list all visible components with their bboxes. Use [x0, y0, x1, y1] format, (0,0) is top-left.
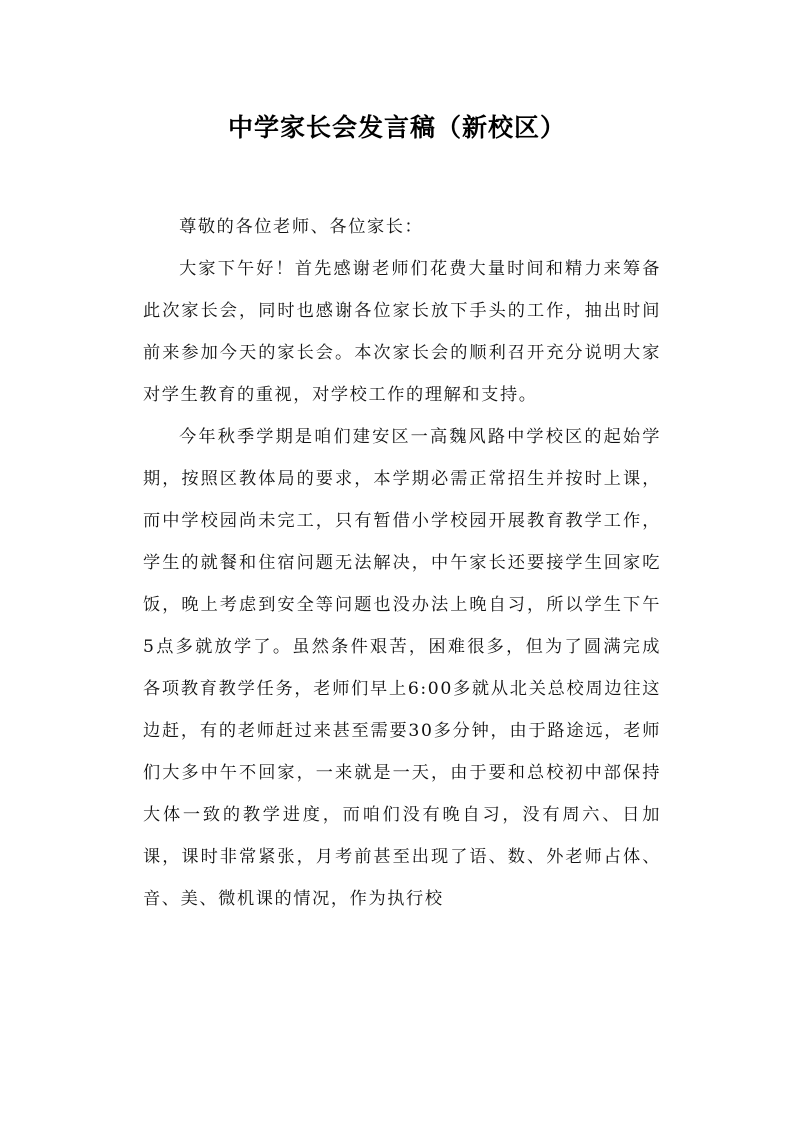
salutation: 尊敬的各位老师、各位家长： — [179, 217, 424, 237]
document-title: 中学家长会发言稿（新校区） — [227, 113, 566, 142]
paragraph-1: 大家下午好！首先感谢老师们花费大量时间和精力来筹备此次家长会，同时也感谢各位家长放下手头的工作，抽出时间前来参加今天的家长会。本次家长会的顺利召开充分说明大家对学生教育的重视，对学校工作的理解和支持。 — [143, 259, 661, 405]
document-body — [143, 206, 661, 920]
paragraph-2: 今年秋季学期是咱们建安区一高魏风路中学校区的起始学期，按照区教体局的要求，本学期必需正常招生并按时上课，而中学校园尚未完工，只有暂借小学校园开展教育教学工作，学生的就餐和住宿问题无法解决，中午家长还要接学生回家吃饭，晚上考虑到安全等问题也没办法上晚自习，所以学生下午5点多就放学了。虽然条件艰苦，困难很多，但为了圆满完成各项教育教学任务，老师们早上6:00多就从北关总校周边往这边赶，有的老师赶过来甚至需要30多分钟，由于路途远，老师们大多中午不回家，一来就是一天，由于要和总校初中部保持大体一致的教学进度，而咱们没有晚自习，没有周六、日加课，课时非常紧张，月考前甚至出现了语、数、外老师占体、音、美、微机课的情况，作为执行校 — [143, 427, 661, 909]
